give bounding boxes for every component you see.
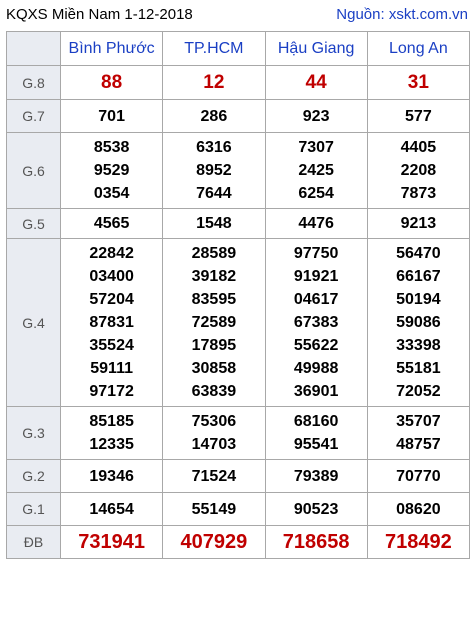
result-cell (163, 133, 265, 209)
header (6, 0, 470, 30)
result-number: 72052 (396, 383, 441, 400)
result-cell (265, 407, 367, 460)
result-number: 91921 (293, 268, 339, 285)
result-cell (163, 239, 265, 407)
result-number: 48757 (396, 436, 441, 453)
result-number: 6316 (196, 139, 232, 156)
result-number: 701 (98, 107, 125, 125)
result-number: 04617 (293, 291, 339, 308)
result-number: 286 (200, 107, 228, 125)
result-number: 22842 (89, 245, 134, 262)
prize-label: G.7 (7, 100, 61, 133)
result-number: 44 (305, 71, 327, 93)
result-number: 08620 (396, 500, 441, 518)
result-number: 71524 (191, 467, 237, 485)
corner-cell (7, 32, 61, 66)
result-cell (265, 209, 367, 239)
column-header-row (7, 32, 470, 66)
result-cell (163, 407, 265, 460)
result-number: 50194 (396, 291, 441, 308)
result-number: 63839 (191, 383, 237, 400)
result-cell (265, 100, 367, 133)
column-header[interactable]: Bình Phước (61, 32, 163, 66)
result-number: 97750 (293, 245, 339, 262)
result-cell (61, 407, 163, 460)
result-number: 12 (203, 71, 225, 93)
result-number: 4405 (400, 139, 437, 156)
result-number: 923 (302, 107, 330, 125)
result-cell (163, 460, 265, 493)
column-header[interactable]: Long An (367, 32, 469, 66)
result-number: 2208 (400, 162, 437, 179)
result-number: 30858 (191, 360, 237, 377)
result-cell (367, 526, 469, 559)
result-cell (367, 133, 469, 209)
result-number: 87831 (89, 314, 134, 331)
result-number: 8952 (196, 162, 232, 179)
result-number: 1548 (196, 215, 232, 232)
result-number: 4476 (298, 215, 334, 232)
result-number: 68160 (293, 413, 339, 430)
result-cell (61, 209, 163, 239)
result-number: 66167 (396, 268, 441, 285)
result-cell (163, 209, 265, 239)
result-cell (367, 493, 469, 526)
column-header[interactable]: Hậu Giang (265, 32, 367, 66)
result-cell (61, 66, 163, 100)
result-cell (265, 526, 367, 559)
prize-label: G.1 (7, 493, 61, 526)
prize-row (7, 493, 470, 526)
result-cell (265, 460, 367, 493)
result-number: 75306 (191, 413, 237, 430)
result-number: 31 (407, 71, 429, 93)
result-number: 718658 (282, 530, 350, 553)
result-number: 9213 (400, 215, 437, 232)
result-number: 8538 (93, 139, 130, 156)
result-cell (61, 133, 163, 209)
result-number: 55622 (293, 337, 339, 354)
prize-row (7, 460, 470, 493)
source-link[interactable]: Nguồn: xskt.com.vn (336, 6, 468, 23)
result-number: 97172 (89, 383, 134, 400)
prize-label: G.3 (7, 407, 61, 460)
result-number: 79389 (293, 467, 339, 485)
prize-label: G.4 (7, 239, 61, 407)
result-number: 90523 (293, 500, 339, 518)
results-table (6, 31, 470, 559)
result-cell (163, 526, 265, 559)
prize-row (7, 100, 470, 133)
result-number: 55181 (396, 360, 441, 377)
result-cell (367, 239, 469, 407)
result-number: 4565 (93, 215, 130, 232)
page-title: KQXS Miền Nam 1-12-2018 (6, 6, 193, 23)
prize-label: G.2 (7, 460, 61, 493)
prize-label: G.8 (7, 66, 61, 100)
prize-label: ĐB (7, 526, 61, 559)
result-number: 2425 (298, 162, 334, 179)
result-number: 83595 (191, 291, 237, 308)
result-number: 7307 (298, 139, 334, 156)
prize-row (7, 66, 470, 100)
result-cell (163, 493, 265, 526)
result-number: 9529 (93, 162, 130, 179)
result-number: 57204 (89, 291, 134, 308)
result-cell (367, 407, 469, 460)
result-cell (61, 526, 163, 559)
result-number: 03400 (89, 268, 134, 285)
result-number: 6254 (298, 185, 334, 202)
result-cell (367, 460, 469, 493)
prize-row (7, 407, 470, 460)
result-number: 0354 (93, 185, 130, 202)
result-cell (163, 66, 265, 100)
prize-label: G.6 (7, 133, 61, 209)
result-number: 39182 (191, 268, 237, 285)
prize-row (7, 239, 470, 407)
result-cell (61, 493, 163, 526)
result-number: 88 (101, 71, 123, 93)
result-number: 35707 (396, 413, 441, 430)
result-number: 95541 (293, 436, 339, 453)
prize-row (7, 209, 470, 239)
column-header[interactable]: TP.HCM (163, 32, 265, 66)
result-cell (265, 493, 367, 526)
prize-row (7, 133, 470, 209)
result-number: 731941 (78, 530, 145, 553)
result-cell (61, 239, 163, 407)
result-number: 28589 (191, 245, 237, 262)
result-cell (163, 100, 265, 133)
result-number: 12335 (89, 436, 134, 453)
result-number: 35524 (89, 337, 134, 354)
prize-row (7, 526, 470, 559)
result-number: 70770 (396, 467, 441, 485)
result-number: 85185 (89, 413, 134, 430)
result-cell (61, 460, 163, 493)
result-number: 17895 (191, 337, 237, 354)
prize-label: G.5 (7, 209, 61, 239)
result-number: 49988 (293, 360, 339, 377)
result-cell (265, 66, 367, 100)
result-number: 59111 (90, 360, 133, 377)
result-number: 14703 (191, 436, 237, 453)
result-number: 407929 (180, 530, 248, 553)
result-cell (61, 100, 163, 133)
result-number: 19346 (89, 467, 134, 485)
result-number: 67383 (293, 314, 339, 331)
result-cell (367, 100, 469, 133)
result-number: 7644 (196, 185, 232, 202)
result-number: 7873 (400, 185, 437, 202)
result-number: 14654 (89, 500, 134, 518)
result-number: 56470 (396, 245, 441, 262)
result-cell (367, 209, 469, 239)
result-cell (265, 239, 367, 407)
result-cell (367, 66, 469, 100)
result-number: 72589 (191, 314, 237, 331)
result-cell (265, 133, 367, 209)
result-number: 36901 (293, 383, 339, 400)
result-number: 55149 (191, 500, 237, 518)
result-number: 577 (405, 107, 432, 125)
result-number: 718492 (385, 530, 452, 553)
result-number: 33398 (396, 337, 441, 354)
result-number: 59086 (396, 314, 441, 331)
